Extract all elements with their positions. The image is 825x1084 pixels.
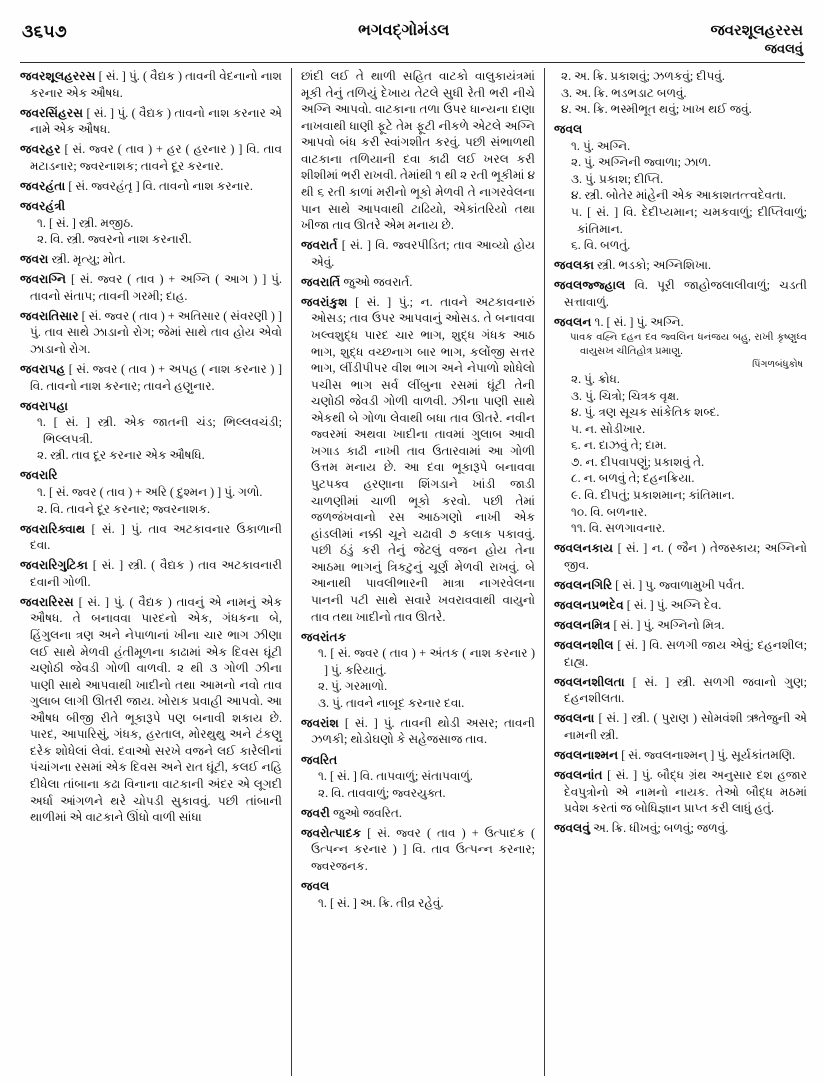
dictionary-entry bbox=[20, 361, 282, 394]
dictionary-entry bbox=[20, 68, 282, 101]
dictionary-entry bbox=[554, 257, 807, 274]
entry-definition: [ સં. જ્વર ( તાવ ) + અતિસાર ( સંવરણી ) ] પું. તાવ સાથે ઝાડાનો રોગ; જેમાં સાથે તાવ હોય એવો ઝાડાનો રોગ. bbox=[30, 308, 282, 356]
entry-definition: વિ. પૂરી જાહોજલાલીવાળું; ચડતી સત્તાવાળું. bbox=[564, 278, 807, 309]
dictionary-entry bbox=[20, 178, 282, 195]
entry-headword: જવલ bbox=[301, 878, 330, 893]
entry-headword: જવરશૂલહરરસ bbox=[20, 69, 96, 83]
dictionary-entry bbox=[554, 820, 807, 837]
entry-definition: [ સં. ] સ્ત્રી. ( પુરાણ ) સોમવંશી ઋતેજુની એ નામની સ્ત્રી. bbox=[564, 711, 807, 742]
dictionary-entry bbox=[301, 274, 535, 291]
entry-headword: જવલકા bbox=[554, 258, 595, 273]
dictionary-entry bbox=[554, 577, 807, 594]
dictionary-entry bbox=[20, 521, 282, 554]
entry-sense: ૧. [ સં. ] સ્ત્રી. એક જાતની ચંડ; ભિલ્લવચંડી; ભિલ્લપત્રી. bbox=[37, 415, 282, 446]
dictionary-entry bbox=[301, 878, 535, 911]
entry-definition: [ સં. ] વિ. સળગી જાય એવું; દહનશીલ; દાહ્ય. bbox=[564, 638, 807, 669]
running-head bbox=[22, 22, 803, 64]
entry-definition: [ સં. ] સ્ત્રી. ( વૈદ્યક ) તાવ અટકાવનારી દવાની ગોળી. bbox=[30, 558, 282, 589]
entry-continuation bbox=[301, 68, 535, 234]
dictionary-entry bbox=[554, 597, 807, 614]
entry-body-continued: છાંદી લઈ તે થાળી સહિત વાટકો વાલુકાયંત્રમાં મૂકી તેનું તળિયું દેખાય તેટલે સુધી રેતી ભરી નીચે અગ્નિ આપવો. વાટકાના તળા ઉપર ધાન્યના દાણા નાખવાથી ધાણી ફૂટે તેમ ફૂટી નીકળે એટલે અગ્નિ આપવો બંધ કરી સ્વાંગશીત કરવું. પછી સંભાળથી વાટકાના તળિયાની દવા કાઢી લઈ ખરલ કરી શીશીમાં ભરી રાખવી. તેમાંથી ૧ થી ૨ રતી ભૂકીમાં ૪ થી ૬ રતી કાળાં મરીનો ભૂકો મેળવી તે નાગરવેલના પાન સાથે આપવાથી ટાઢિયો, એકાંતરિયો તથા ખીજા તાવ ઊતરે એમ મનાય છે. bbox=[301, 69, 535, 233]
entry-sense: ૩. પું. તાવને નાબૂદ કરનાર દવા. bbox=[318, 695, 465, 710]
dictionary-entry bbox=[301, 715, 535, 748]
dictionary-entry bbox=[20, 271, 282, 304]
dictionary-entry bbox=[301, 825, 535, 875]
entry-headword: જવલનાંત bbox=[554, 767, 603, 782]
entry-definition: [ સં. જ્વર ( તાવ ) + હર ( હરનાર ) ] વિ. તાવ મટાડનાર; જ્વરનાશક; તાવને દૂર કરનાર. bbox=[30, 142, 282, 173]
entry-sense: ૩. અ. ક્રિ. ભડભડાટ બળવું. bbox=[561, 85, 687, 100]
entry-sense: ૩. પું. પ્રકાશ; દીપ્તિ. bbox=[571, 171, 664, 186]
dictionary-entry bbox=[554, 277, 807, 310]
entry-continuation bbox=[554, 68, 807, 118]
entry-sense: ૨. પું. ક્રોધ. bbox=[571, 372, 620, 387]
entry-headword: જવરોત્પાદક bbox=[301, 825, 362, 840]
entry-sense: ૩. પું. ચિત્રો; ચિત્રક વૃક્ષ. bbox=[571, 388, 679, 403]
entry-definition: [ સં. ] પું. અગ્નિનો મિત્ર. bbox=[610, 617, 725, 632]
entry-definition: જુઓ જવરાર્ત. bbox=[340, 274, 413, 289]
entry-sense: ૧. [ સં. ] વિ. તાપવાળું; સંતાપવાળું. bbox=[318, 769, 473, 784]
entry-definition: [ સં. ] ન. ( જૈન ) તેજસ્કાય; અગ્નિનો જીવ. bbox=[564, 541, 807, 572]
entry-headword: જવલજ્જ્હાલ bbox=[554, 278, 626, 293]
entry-definition: [ સં. ] પું. અગ્નિ દેવ. bbox=[623, 597, 722, 612]
entry-sense: ૮. ન. બળવું તે; દહનક્રિયા. bbox=[571, 471, 695, 486]
entry-headword: જવરારિક્વાથ bbox=[20, 521, 86, 536]
entry-sense: ૨. વિ. તાવવાળું; જ્વરયુક્ત. bbox=[318, 785, 446, 800]
book-title: ભગવદ્ગોમંડલ bbox=[358, 22, 450, 39]
entry-headword: જવરહંત્રી bbox=[20, 198, 66, 213]
entry-citation: પાવક વહ્નિ દહન દવ જ્વલિન ધનંજય બહુ, રાખી કૃષ્ણુધ્વ વાયુસખ ચીતિહોત્ર પ્રમાણુ. bbox=[570, 332, 807, 357]
page-number: ૩૬૫૭ bbox=[22, 22, 68, 41]
dictionary-entry bbox=[20, 557, 282, 590]
dictionary-entry bbox=[554, 121, 807, 254]
dictionary-entry bbox=[20, 105, 282, 138]
entry-definition: [ સં. જ્વર ( તાવ ) + અગ્નિ ( આગ ) ] પું. તાવનો સંતાપ; તાવની ગરમી; દાહ. bbox=[30, 272, 282, 303]
entry-headword: જવરાંકુશ bbox=[301, 294, 348, 309]
entry-sense: ૧૦. વિ. બળનાર. bbox=[571, 504, 647, 519]
entry-headword: જવરી bbox=[301, 805, 330, 820]
entry-headword: જવરા bbox=[20, 252, 49, 267]
entry-definition: સ્ત્રી. મૃત્યુ; મોત. bbox=[48, 252, 126, 267]
entry-definition: [ સં. ] પુ. જ્વાળામુખી પર્વત. bbox=[612, 577, 745, 592]
entry-headword: જવલ bbox=[554, 122, 583, 137]
dictionary-entry bbox=[554, 637, 807, 670]
entry-definition: [ સં. ] પું. તાવ અટકાવનાર ઉકાળાની દવા. bbox=[30, 521, 282, 553]
text-column-3 bbox=[545, 68, 807, 1076]
dictionary-entry bbox=[301, 294, 535, 625]
entry-sense: ૨. વિ. સ્ત્રી. જ્વરનો નાશ કરનારી. bbox=[37, 232, 192, 247]
dictionary-entry bbox=[554, 674, 807, 707]
text-column-1 bbox=[20, 68, 291, 1076]
column-container bbox=[20, 68, 807, 1076]
entry-sense: ૪. સ્ત્રી. બોતેર માંહેની એક આકાશતત્ત્વદેવતા. bbox=[571, 188, 787, 203]
entry-definition: જુઓ જવરિત. bbox=[330, 805, 402, 820]
dictionary-entry bbox=[554, 710, 807, 743]
entry-headword: જવલનપ્રભદેવ bbox=[554, 597, 624, 612]
dictionary-entry bbox=[20, 467, 282, 517]
dictionary-entry bbox=[554, 617, 807, 634]
dictionary-entry bbox=[301, 629, 535, 712]
entry-definition: [ સં. ] પું. ( વૈદ્યક ) તાવની વેદનાનો નાશ કરનાર એક ઔષધ. bbox=[30, 69, 282, 100]
entry-sense: ૬. વિ. બળતું. bbox=[571, 238, 631, 253]
entry-definition: [ સં. જ્વલનાશ્મન્ ] પું. સૂર્યકાંતમણિ. bbox=[618, 747, 796, 762]
entry-sense: ૨. પું. અગ્નિની જ્વાળા; ઝાળ. bbox=[571, 155, 711, 170]
entry-definition: [ સં. ] પું. ( વૈદ્યક ) તાવનું એ નામનું એક ઔષધ. તે બનાવવા પારદનો એક, ગંધકના બે, હિંગુલના ત્રણ અને નેપાળાનાં ખીના ચાર ભાગ ઝીણા લઈ સાથે મેળવી હંતીમૂળના કાઢામાં એક દિવસ ઘૂંટી ચણોઠી જેવડી ગોળી વાળવી. ૨ થી ૩ ગોળી ઝીના પાણી સાથે આપવાથી ખાદીનો તથા આમનો નવો તાવ ગુલાબ લાગી ઊતરી જાય. ખોરાક પ્રવાહી આપવો. આ ઔષધ બીજી રીતે ભૂકારૂપે પણ બનાવી શકાય છે. પારદ, આપારિસું, ગંધક, હરતાલ, મોરથુથુ અને ટંકણુ દરેક શોધેલાં લેવાં. દવાઓ સરખે વજને લઈ કારેલીનાં પંચાંગના રસમાં એક દિવસ અને રાત ઘૂંટી, કલઈ નહિ દીધેલા તાંબાના કઢા વિનાના વાટકાની અંદર એ લૂગદી અર્ધા આંગળને થરે ચોપડી સુકાવવું. પછી તાંબાની થાળીમાં એ વાટકાને ઊંધો વાળી સાંધા bbox=[30, 594, 282, 825]
entry-definition: સ્ત્રી. ભડકો; અગ્નિશિખા. bbox=[594, 258, 712, 273]
entry-sense: ૫. [ સં. ] વિ. દેદીપ્યમાન; ચમકવાળું; દીપ્તિવાળું; કાંતિમાન. bbox=[571, 205, 807, 236]
entry-definition: [ સં. ] પું.; ન. તાવને અટકાવનારું ઓસડ; તાવ ઉપર આપવાનું ઓસડ. તે બનાવવા ખલ્વશુદ્ધ પારદ ચાર ભાગ, શુદ્ધ ગંધક આઠ ભાગ, શુદ્ધ વચ્છનાગ બાર ભાગ, કલોંજી સત્તર ભાગ, લીંડીપીપર વીશ ભાગ અને નેપાળો શોધેલો પચીસ ભાગ સર્વ લીંબુના રસમાં ઘૂંટી તેની ચણોઠી જેવડી ગોળી વાળવી. ઝીના પાણી સાથે એકથી બે ગોળા લેવાથી બધા તાવ ઊતરે. નવીન જ્વરમાં અથવા ખાદીના તાવમાં ગુલાબ આવી ખગાડ કાઢી નાખી તાવ ઉતારવામાં આ ગોળી ઉત્તમ મનાય છે. આ દવા ભૂકારૂપે બનાવવા પુટપક્વ હરણાના શિંગડાને ખાંડી જાડી ચાળણીમાં ચાળી ભૂકો કરવો. પછી તેમાં જળજંખવાનો રસ આઠગણો નાખી એક હાંડલીમાં નક્કી ચૂને ચઢાવી ૭ કલાક પકાવવું. પછી ઠંડું કરી તેનું જેટલું વજન હોય તેના આઠમા ભાગનું ત્રિકટુનું ચૂર્ણ મેળવી રાખવું. બે આનાથી પાવલીભારની માત્રા નાગરવેલના પાનની પટી સાથે સવારે ખવરાવવાથી વાયુનો તાવ તથા ખાદીનો તાવ ઊતરે. bbox=[311, 294, 535, 624]
entry-definition: [ સં. ] વિ. જ્વરપીડિત; તાવ આવ્યો હોય એવું. bbox=[311, 238, 535, 269]
entry-headword: જવરાતિસાર bbox=[20, 308, 79, 323]
entry-headword: જવરાંતક bbox=[301, 629, 347, 644]
entry-definition: [ સં. જ્વર ( તાવ ) + ઉત્પાદક ( ઉત્પન્ન કરનાર ) ] વિ. તાવ ઉત્પન્ન કરનાર; જ્વરજનક. bbox=[311, 825, 535, 873]
entry-citation-source: પિંગળબંધુકોષ bbox=[752, 358, 803, 370]
entry-headword: જવરાર્તિ bbox=[301, 274, 341, 289]
entry-definition: અ. ક્રિ. ધીખવું; બળવું; જળવું. bbox=[590, 821, 729, 836]
entry-headword: જવરહર bbox=[20, 142, 61, 157]
entry-headword: જવલનમિત્ર bbox=[554, 617, 611, 632]
entry-sense: ૨. સ્ત્રી. તાવ દૂર કરનાર એક ઔષધિ. bbox=[37, 448, 205, 463]
dictionary-entry bbox=[554, 540, 807, 573]
entry-definition: [ સં. ] પું. તાવની થોડી અસર; તાવની ઝળકી; થોડોઘણો કે સહેજસાજ તાવ. bbox=[311, 715, 535, 747]
entry-sense: ૧૧. વિ. સળગાવનાર. bbox=[571, 521, 666, 536]
dictionary-entry bbox=[554, 314, 807, 537]
dictionary-entry bbox=[554, 767, 807, 817]
entry-sense: ૫. ન. સોડીખાર. bbox=[571, 421, 646, 436]
dictionary-entry bbox=[20, 198, 282, 248]
entry-headword: જવલવું bbox=[554, 821, 591, 836]
dictionary-entry bbox=[20, 141, 282, 174]
entry-headword: જવલનકાય bbox=[554, 541, 614, 556]
entry-sense: ૧. [ સં. ] સ્ત્રી. મજીઠ. bbox=[37, 215, 134, 230]
dictionary-entry bbox=[301, 237, 535, 270]
entry-definition: [ સં. ] પું. બૌદ્ધ ગ્રંથ અનુસાર દશ હજાર દેવપુત્રોનો એ નામનો નાયક. તેઓ બૌદ્ધ મઠમાં પ્રવેશ કરતાં જ બોધિજ્ઞાન પ્રાપ્ત કરી લાધું હતું. bbox=[564, 767, 807, 816]
entry-sense: ૯. વિ. દીપતું; પ્રકાશમાન; કાંતિમાન. bbox=[571, 488, 735, 503]
entry-headword: જવલનશીલ bbox=[554, 638, 614, 653]
entry-sense: ૪. પું. ત્રણ સૂચક સાંકેતિક શબ્દ. bbox=[571, 405, 720, 420]
entry-headword: જવલના bbox=[554, 711, 595, 726]
entry-sense: ૧. [ સં. જ્વર ( તાવ ) + અરિ ( દુશ્મન ) ] પું. ગળો. bbox=[37, 484, 263, 499]
dictionary-entry bbox=[20, 594, 282, 826]
entry-sense: ૧. [ સં. ] પું. અગ્નિ. bbox=[591, 314, 684, 329]
entry-headword: જવરાગ્નિ bbox=[20, 272, 67, 287]
entry-headword: જવલનાશ્મન bbox=[554, 747, 619, 762]
entry-headword: જવરાંશ bbox=[301, 715, 339, 730]
entry-headword: જવરારિ bbox=[20, 468, 58, 483]
entry-headword: જવરાપહ bbox=[20, 362, 66, 376]
entry-headword: જવરાપહા bbox=[20, 398, 69, 413]
dictionary-entry bbox=[20, 398, 282, 464]
entry-headword: જવરિત bbox=[301, 752, 338, 767]
guide-word-sub: જવલવું bbox=[764, 41, 803, 56]
header-rule bbox=[20, 62, 805, 63]
entry-headword: જવરાર્ત bbox=[301, 238, 338, 253]
entry-definition: [ સં. જ્વરહંતૃ ] વિ. તાવનો નાશ કરનાર. bbox=[65, 178, 253, 193]
entry-sense: ૪. અ. ક્રિ. ભસ્મીભૂત થવું; ખાખ થઈ જવું. bbox=[561, 102, 752, 117]
dictionary-entry bbox=[301, 805, 535, 822]
guide-words bbox=[710, 22, 803, 57]
entry-headword: જવલનશીલતા bbox=[554, 674, 625, 689]
dictionary-entry bbox=[554, 747, 807, 764]
entry-sense: ૧. [ સં. જ્વર ( તાવ ) + અંતક ( નાશ કરનાર ) ] પું. કરિયાતું. bbox=[318, 646, 535, 677]
dictionary-entry bbox=[301, 752, 535, 802]
entry-sense: ૧. [ સં. ] અ. ક્રિ. તીવ્ર રહેવું. bbox=[318, 895, 444, 910]
entry-definition: [ સં. ] સ્ત્રી. સળગી જવાનો ગુણ; દહનશીલતા. bbox=[564, 674, 807, 706]
entry-sense: ૨. અ. ક્રિ. પ્રકાશવું; ઝળકવું; દીપવું. bbox=[561, 69, 725, 83]
entry-headword: જવલનગિરિ bbox=[554, 577, 613, 592]
dictionary-entry bbox=[20, 308, 282, 358]
entry-headword: જવલન bbox=[554, 314, 592, 329]
dictionary-entry bbox=[20, 251, 282, 268]
guide-word-main: જવરશૂલહરરસ bbox=[710, 23, 803, 39]
entry-headword: જવરસિંહરસ bbox=[20, 105, 84, 120]
entry-sense: ૨. પું. ગરમાળો. bbox=[318, 679, 388, 694]
entry-headword: જવરહંતા bbox=[20, 178, 66, 193]
entry-definition: [ સં. ] પું. ( વૈદ્યક ) તાવનો નાશ કરનાર એ નામે એક ઔષધ. bbox=[30, 105, 282, 137]
text-column-2 bbox=[291, 68, 545, 1076]
entry-sense: ૬. ન. દાઝવું તે; દામ. bbox=[571, 438, 667, 453]
entry-headword: જવરારિગુટિકા bbox=[20, 558, 88, 573]
entry-definition: [ સં. જ્વર ( તાવ ) + અપહ ( નાશ કરનાર ) ] વિ. તાવનો નાશ કરનાર; તાવને હણુનાર. bbox=[30, 362, 282, 393]
entry-sense: ૭. ન. દીપવાપણું; પ્રકાશવું તે. bbox=[571, 454, 705, 469]
entry-sense: ૧. પું. અગ્નિ. bbox=[571, 138, 631, 153]
entry-sense: ૨. વિ. તાવને દૂર કરનાર; જ્વરનાશક. bbox=[37, 501, 211, 516]
entry-headword: જવરારિરસ bbox=[20, 594, 74, 609]
